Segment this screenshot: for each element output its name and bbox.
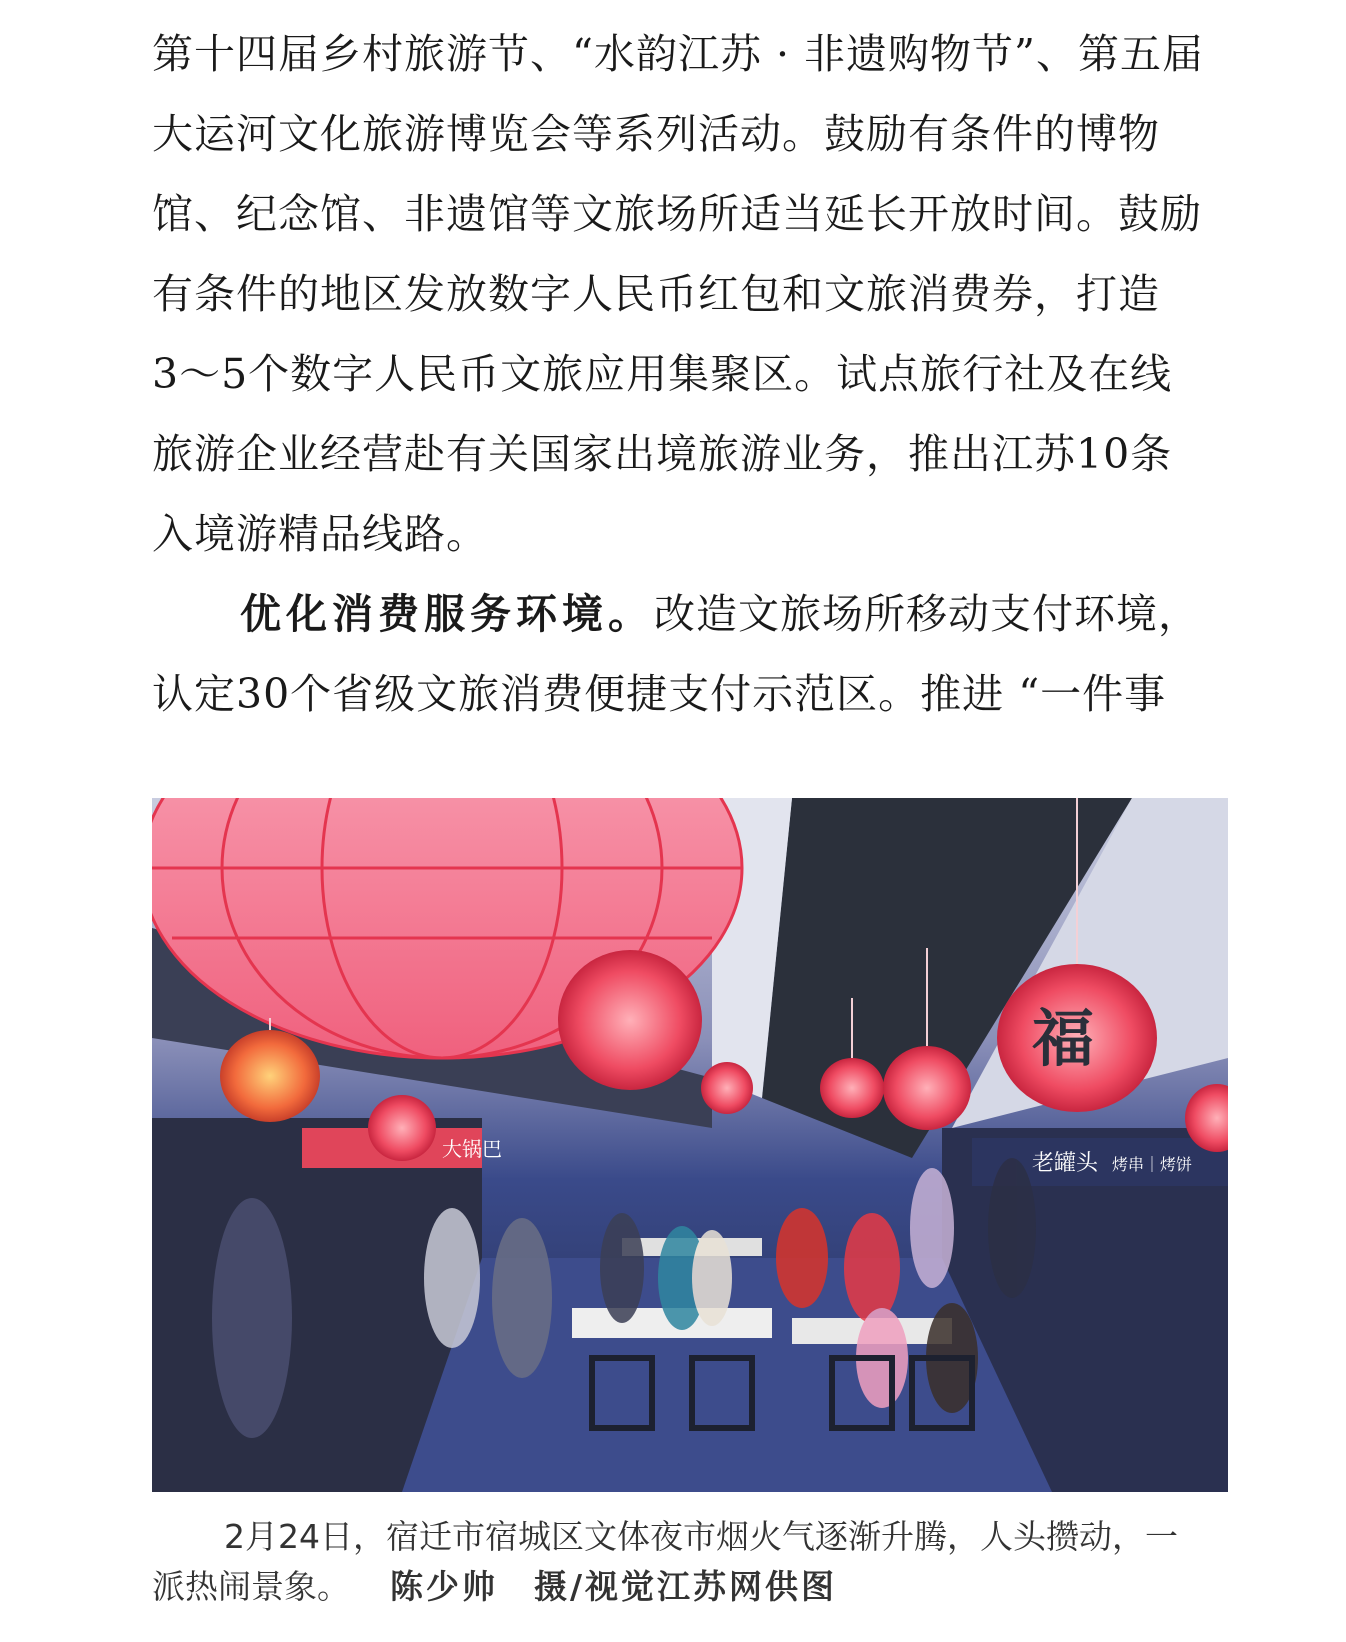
photo-credit: 陈少帅 摄/视觉江苏网供图 (390, 1567, 838, 1606)
lantern (701, 1062, 753, 1114)
caption-line: 2月24日，宿迁市宿城区文体夜市烟火气逐渐升腾，人头攒动，一 (224, 1517, 1178, 1556)
caption-line-2 (152, 1562, 1232, 1612)
paragraph-line: 第十四届乡村旅游节、“水韵江苏 · 非遗购物节”、第五届 (152, 30, 1205, 78)
lantern-character: 福 (1032, 1002, 1095, 1075)
lantern (883, 1046, 971, 1130)
caption-text: 派热闹景象。 (152, 1567, 350, 1606)
paragraph-line: 馆、纪念馆、非遗馆等文旅场所适当延长开放时间。鼓励 (152, 190, 1202, 238)
paragraph-lead: 优化消费服务环境。 (240, 590, 654, 638)
lantern (368, 1095, 436, 1161)
paragraph-line: 认定30个省级文旅消费便捷支付示范区。推进 “一件事 (152, 670, 1167, 718)
photo-caption (152, 1512, 1232, 1612)
paragraph-line: 大运河文化旅游博览会等系列活动。鼓励有条件的博物 (152, 110, 1160, 158)
lantern (220, 1030, 320, 1122)
paragraph-2-first-line (152, 574, 1232, 654)
photo-illustration (152, 798, 1228, 1492)
paragraph-line: 旅游企业经营赴有关国家出境旅游业务，推出江苏10条 (152, 430, 1173, 478)
paragraph-line: 3～5个数字人民币文旅应用集聚区。试点旅行社及在线 (152, 350, 1173, 398)
paragraph-line: 入境游精品线路。 (152, 510, 488, 558)
paragraph-line: 有条件的地区发放数字人民币红包和文旅消费券，打造 (152, 270, 1160, 318)
night-market-photo (152, 798, 1228, 1492)
article-body (152, 14, 1232, 734)
sign-right-subtext: 烤串｜烤饼 (1112, 1155, 1193, 1174)
sign-right-text: 老罐头 (1032, 1151, 1099, 1176)
lantern (558, 950, 702, 1090)
lantern (820, 1058, 884, 1118)
paragraph-text: 改造文旅场所移动支付环境， (654, 590, 1200, 638)
sign-left-text: 大锅巴 (442, 1137, 502, 1161)
